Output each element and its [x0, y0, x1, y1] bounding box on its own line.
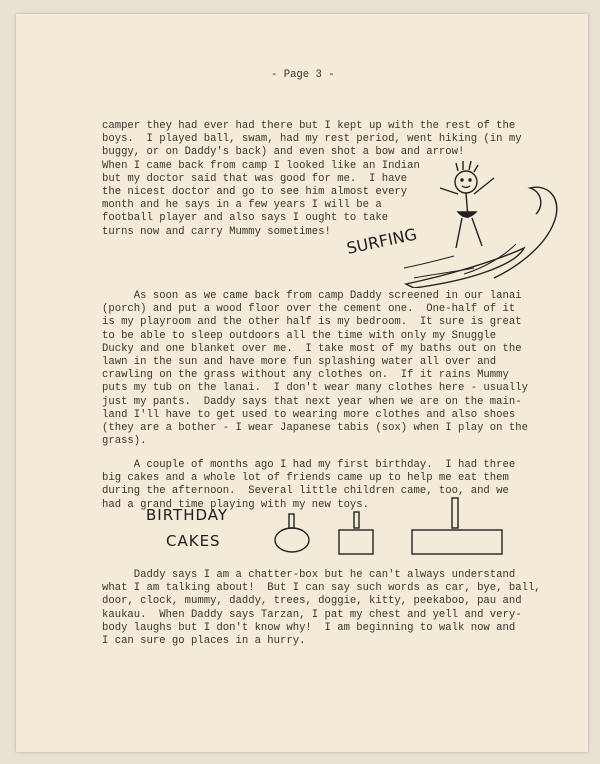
birthday-cakes-drawing	[144, 490, 514, 560]
birthday-caption-line2: CAKES	[166, 532, 221, 550]
surfer-child-icon	[440, 161, 494, 248]
paragraph-birthday: A couple of months ago I had my first birthday. I had three big cakes and a whole lot of friends came up to help me eat them during the afternoon. Several little children came, too, and we had a grand time playing with my new toys.	[102, 459, 516, 511]
paragraph-words: Daddy says I am a chatter-box but he can't always understand what I am talking about! But I can say such words as car, bye, ball, door, clock, mummy, daddy, trees, doggie, kitty, peekaboo, pau and kaukau. When Daddy says Tarzan, I pat my chest and yell and very- body laughs but I don't know why! I am beginning to walk now and I can sure go places in a hurry.	[102, 569, 541, 648]
page-number: - Page 3 -	[271, 69, 335, 81]
surfing-caption: SURFING	[344, 224, 419, 258]
paragraph-camp: camper they had ever had there but I kept up with the rest of the boys. I played ball, swam, had my rest period, went hiking (in my buggy, or on Daddy's back) and even shot a bow and arrow! When I came back from camp I looked like an Indian but my doctor said that was good for me. I have the nicest doctor and go to see him almost every month and he says in a few years I will be a football player and also says I ought to take turns now and carry Mummy sometimes!	[102, 120, 522, 238]
surfing-drawing	[344, 156, 572, 288]
typed-page	[16, 14, 588, 752]
small-cake-icon	[275, 514, 309, 552]
medium-cake-icon	[339, 512, 373, 554]
surfboard-icon	[406, 248, 524, 288]
birthday-caption-line1: BIRTHDAY	[146, 506, 229, 524]
paragraph-lanai: As soon as we came back from camp Daddy screened in our lanai (porch) and put a wood floor over the cement one. One-half of it is my playroom and the other half is my bedroom. It sure is great to be able to sleep outdoors all the time with only my Snuggle Ducky and one blanket over me. I take most of my baths out on the lawn in the sun and have more fun splashing water all over and crawling on the grass without any clothes on. If it rains Mummy puts my tub on the lanai. I don't wear many clothes here - usually just my pants. Daddy says that next year when we are on the main- land I'll have to get used to wearing more clothes and also shoes (they are a bother - I wear Japanese tabis (sox) when I play on the grass).	[102, 290, 528, 448]
large-cake-icon	[412, 498, 502, 554]
